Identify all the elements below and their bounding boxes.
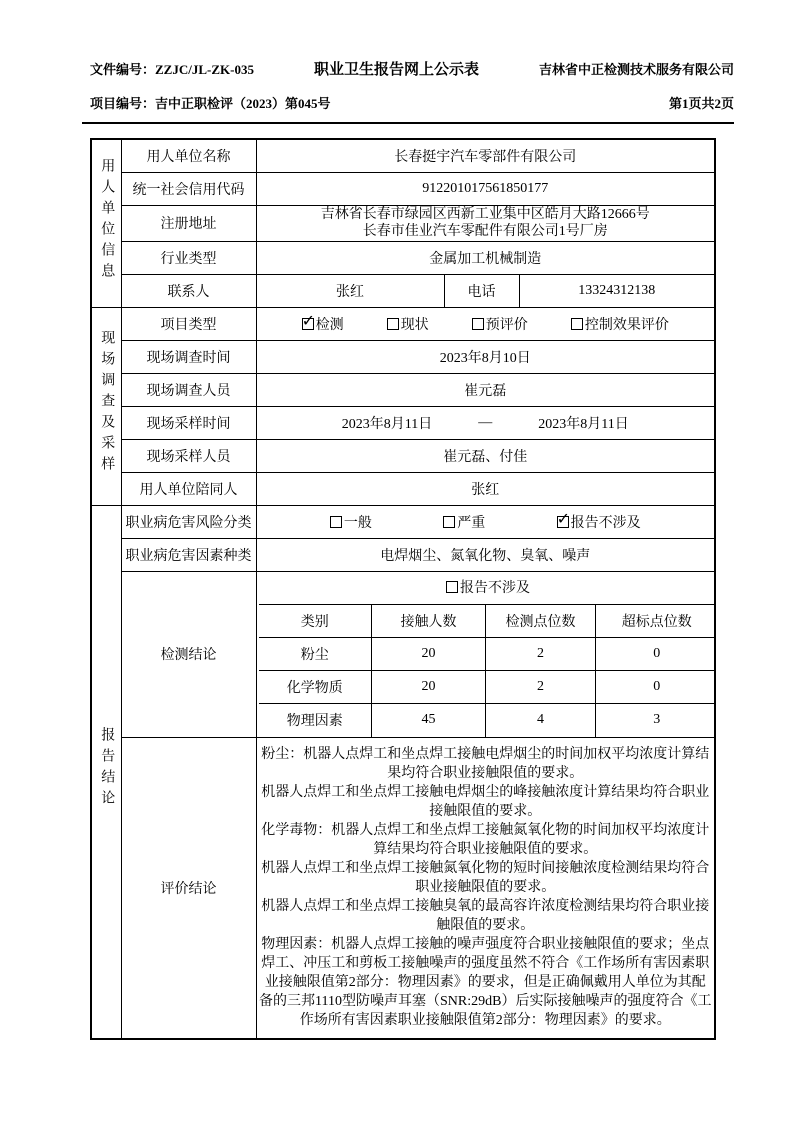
header-row-1 — [82, 58, 734, 79]
checkbox-label: 报告不涉及 — [460, 581, 530, 597]
section-report-conclusion — [91, 505, 121, 1039]
project-type-label: 项目类型 — [121, 307, 256, 340]
detection-na-option — [259, 572, 716, 605]
address-value — [256, 205, 715, 241]
section-survey-label: 现场调查及采样 — [99, 330, 115, 477]
checkbox-option-general — [330, 512, 372, 532]
sampling-staff-label: 现场采样人员 — [121, 439, 256, 472]
hazard-factors-value: 电焊烟尘、氮氧化物、臭氧、噪声 — [256, 538, 715, 571]
cell-category: 粉尘 — [259, 638, 372, 671]
section-employer-label: 用人单位信息 — [99, 157, 115, 284]
contact-name-value: 张红 — [256, 274, 444, 307]
project-number: 项目编号：吉中正职检评（2023）第045号 — [90, 96, 331, 111]
detection-table — [259, 572, 716, 737]
survey-staff-value: 崔元磊 — [256, 373, 715, 406]
checkbox-icon — [387, 318, 399, 330]
cell-exposed: 45 — [372, 704, 486, 737]
cell-points: 4 — [486, 704, 596, 737]
evaluation-conclusion-label: 评价结论 — [121, 737, 256, 1039]
evaluation-conclusion-text — [256, 737, 715, 1039]
checkbox-label: 严重 — [457, 515, 486, 531]
evaluation-paragraph: 化学毒物：机器人点焊工和坐点焊工接触氮氧化物的时间加权平均浓度计算结果均符合职业接触限值的要求。 — [261, 823, 710, 858]
column-header-exposed: 接触人数 — [372, 605, 486, 638]
phone-number-value: 13324312138 — [519, 274, 715, 307]
cell-exceeded: 0 — [596, 671, 716, 704]
column-header-points: 检测点位数 — [486, 605, 596, 638]
address-line-2: 长春市佳业汽车零配件有限公司1号厂房 — [362, 224, 608, 239]
cell-exposed: 20 — [372, 638, 486, 671]
industry-value: 金属加工机械制造 — [256, 241, 715, 274]
evaluation-paragraph: 机器人点焊工和坐点焊工接触臭氧的最高容许浓度检测结果均符合职业接触限值的要求。 — [261, 899, 710, 934]
detection-conclusion-cell — [256, 571, 715, 737]
survey-time-value: 2023年8月10日 — [256, 340, 715, 373]
page-indicator: 第1页共2页 — [668, 96, 734, 111]
cell-exceeded: 3 — [596, 704, 716, 737]
employer-name-value: 长春挺宇汽车零部件有限公司 — [256, 139, 715, 172]
checkbox-label: 一般 — [343, 515, 372, 531]
credit-code-label: 统一社会信用代码 — [121, 172, 256, 205]
checkbox-option-detection — [302, 314, 344, 334]
checkbox-option-not-involved — [557, 512, 641, 532]
detection-table-header-row — [259, 605, 716, 638]
risk-class-options — [256, 505, 715, 538]
evaluation-paragraph: 机器人点焊工和坐点焊工接触电焊烟尘的峰接触浓度计算结果均符合职业接触限值的要求。 — [261, 785, 710, 820]
cell-exposed: 20 — [372, 671, 486, 704]
checkbox-option-report-not-involved — [446, 577, 530, 597]
checkbox-icon — [472, 318, 484, 330]
survey-time-label: 现场调查时间 — [121, 340, 256, 373]
checkbox-option-control-effect — [571, 314, 669, 334]
checkbox-label: 控制效果评价 — [584, 317, 669, 333]
cell-category: 物理因素 — [259, 704, 372, 737]
column-header-category: 类别 — [259, 605, 372, 638]
cell-points: 2 — [486, 638, 596, 671]
section-survey-sampling — [91, 307, 121, 505]
checkbox-option-status-quo — [387, 314, 429, 334]
section-conclusion-label: 报告结论 — [99, 727, 115, 812]
checkbox-label: 现状 — [400, 317, 429, 333]
risk-class-label: 职业病危害风险分类 — [121, 505, 256, 538]
checkbox-label: 检测 — [315, 317, 344, 333]
sampling-end-date: 2023年8月11日 — [538, 416, 629, 432]
phone-label: 电话 — [444, 274, 519, 307]
page-title: 职业卫生报告网上公示表 — [313, 62, 479, 78]
checkbox-icon — [446, 581, 458, 593]
credit-code-value: 912201017561850177 — [256, 172, 715, 205]
employer-name-label: 用人单位名称 — [121, 139, 256, 172]
cell-exceeded: 0 — [596, 638, 716, 671]
sampling-time-value — [256, 406, 715, 439]
table-row-dust — [259, 638, 716, 671]
checkbox-icon — [557, 516, 569, 528]
date-range-dash: — — [478, 414, 493, 430]
detection-conclusion-label: 检测结论 — [121, 571, 256, 737]
cell-category: 化学物质 — [259, 671, 372, 704]
header-row-2 — [82, 93, 734, 112]
checkbox-icon — [330, 516, 342, 528]
checkbox-icon — [302, 318, 314, 330]
industry-label: 行业类型 — [121, 241, 256, 274]
checkbox-icon — [443, 516, 455, 528]
sampling-time-label: 现场采样时间 — [121, 406, 256, 439]
main-table — [90, 138, 716, 1040]
sampling-start-date: 2023年8月11日 — [341, 416, 433, 432]
checkbox-label: 报告不涉及 — [570, 515, 641, 531]
doc-number: 文件编号：ZZJC/JL-ZK-035 — [90, 62, 254, 77]
address-line-1: 吉林省长春市绿园区西新工业集中区皓月大路12666号 — [320, 207, 650, 222]
sampling-staff-value: 崔元磊、付佳 — [256, 439, 715, 472]
address-label: 注册地址 — [121, 205, 256, 241]
contact-label: 联系人 — [121, 274, 256, 307]
evaluation-paragraph: 物理因素：机器人点焊工接触的噪声强度符合职业接触限值的要求；坐点焊工、冲压工和剪板工接触噪声的强度虽然不符合《工作场所有害因素职业接触限值第2部分：物理因素》的要求，但是正确佩戴用人单位为其配备的三邦1110型防噪声耳塞（SNR:29dB）后实际接触噪声的强度符合《工作场所有害因素职业接触限值第2部分：物理因素》的要求。 — [259, 937, 712, 1029]
document-header — [82, 58, 734, 124]
project-type-options — [256, 307, 715, 340]
escort-value: 张红 — [256, 472, 715, 505]
evaluation-paragraph: 粉尘：机器人点焊工和坐点焊工接触电焊烟尘的时间加权平均浓度计算结果均符合职业接触限值的要求。 — [261, 747, 710, 782]
column-header-exceeded: 超标点位数 — [596, 605, 716, 638]
evaluation-paragraph: 机器人点焊工和坐点焊工接触氮氧化物的短时间接触浓度检测结果均符合职业接触限值的要求。 — [261, 861, 710, 896]
checkbox-icon — [571, 318, 583, 330]
company-name: 吉林省中正检测技术服务有限公司 — [538, 62, 734, 77]
survey-staff-label: 现场调查人员 — [121, 373, 256, 406]
cell-points: 2 — [486, 671, 596, 704]
hazard-factors-label: 职业病危害因素种类 — [121, 538, 256, 571]
escort-label: 用人单位陪同人 — [121, 472, 256, 505]
checkbox-option-pre-evaluation — [472, 314, 528, 334]
table-row-chemical — [259, 671, 716, 704]
section-employer-info — [91, 139, 121, 307]
checkbox-label: 预评价 — [485, 317, 528, 333]
checkbox-option-severe — [443, 512, 485, 532]
table-row-physical — [259, 704, 716, 737]
